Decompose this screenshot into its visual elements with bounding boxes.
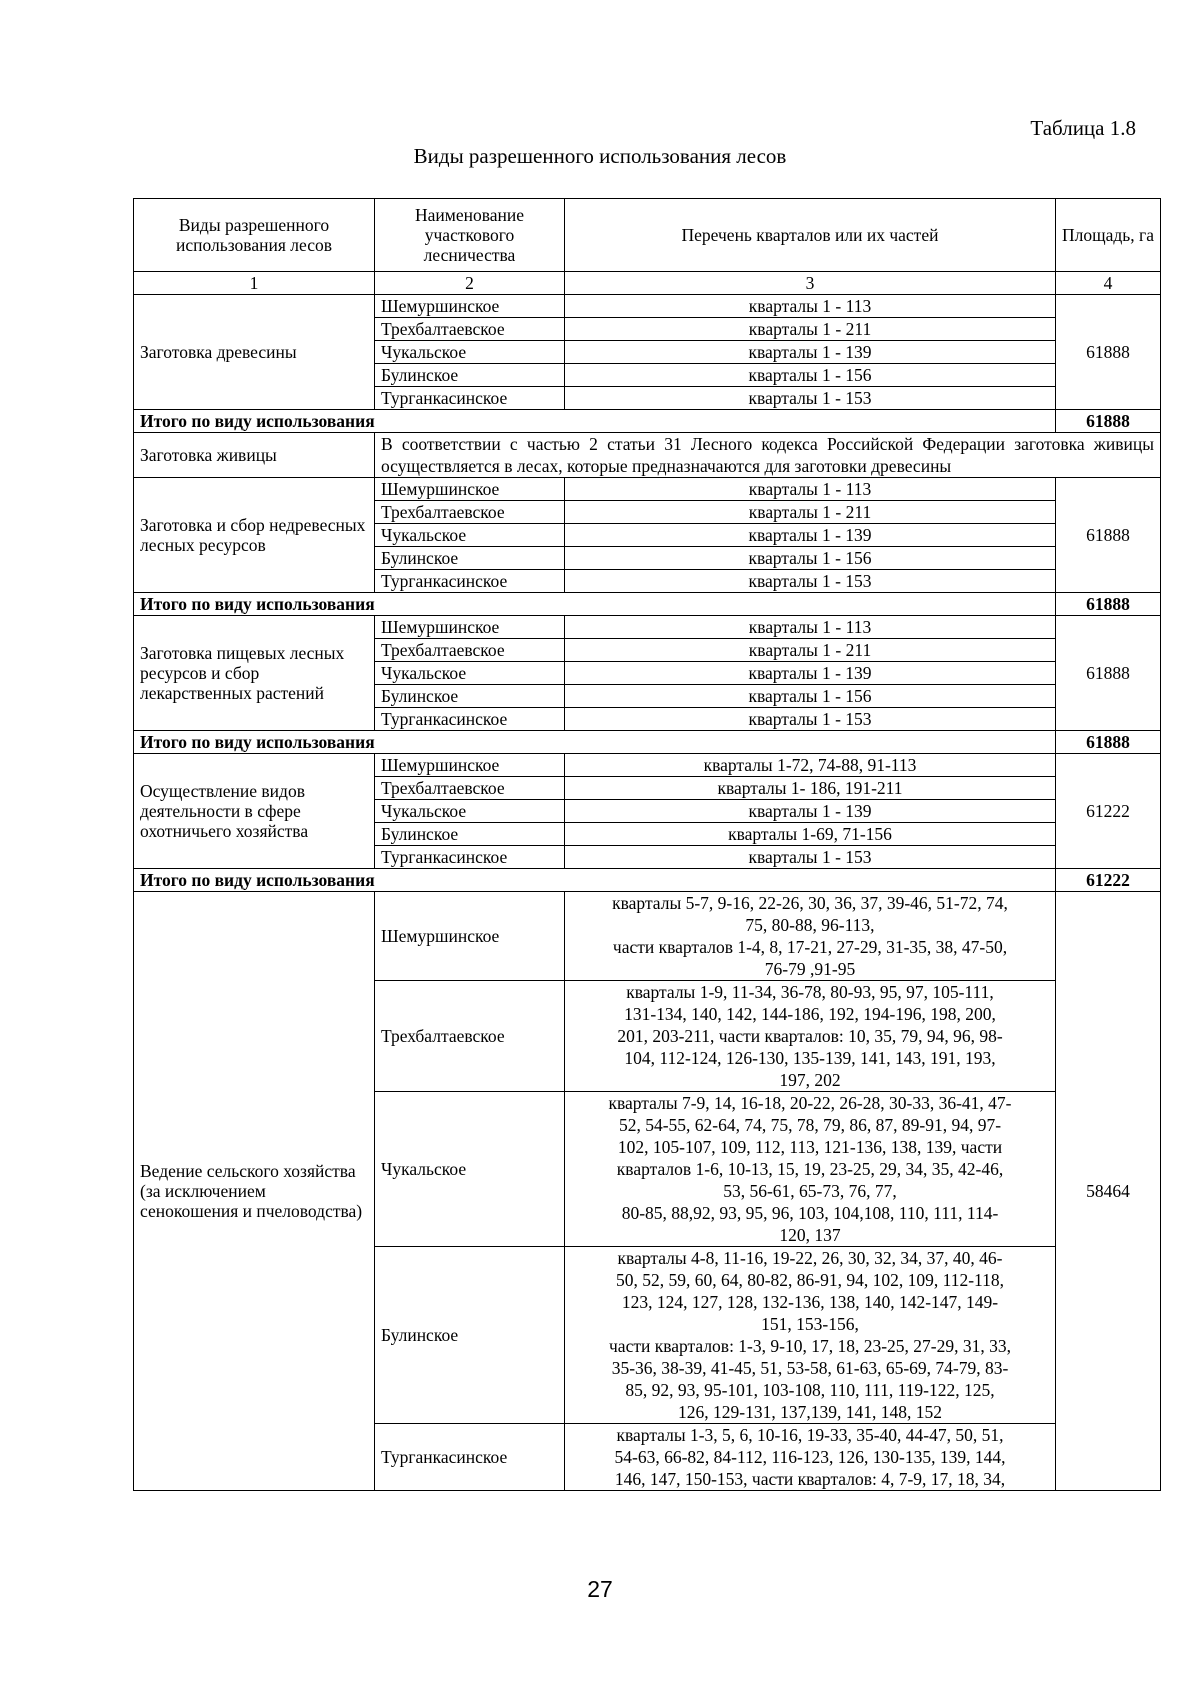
quarters-cell: кварталы 1 - 153: [565, 708, 1056, 731]
quarters-cell: кварталы 1 - 113: [565, 295, 1056, 318]
quarters-line: кварталы 1-3, 5, 6, 10-16, 19-33, 35-40, 44-47, 50, 51,: [616, 1425, 1004, 1445]
quarters-line: 52, 54-55, 62-64, 74, 75, 78, 79, 86, 87, 89-91, 94, 97-: [618, 1115, 1002, 1135]
forestry-cell: Чукальское: [375, 662, 565, 685]
forestry-cell: Чукальское: [375, 341, 565, 364]
quarters-line: 76-79 ,91-95: [764, 959, 856, 979]
quarters-cell: кварталы 1 - 153: [565, 846, 1056, 869]
use-row: [134, 433, 1161, 478]
forestry-cell: Трехбалтаевское: [375, 501, 565, 524]
forest-use-table: [133, 198, 1161, 1491]
column-numbers-row: [134, 272, 1161, 295]
quarters-line: 85, 92, 93, 95-101, 103-108, 110, 111, 119-122, 125,: [625, 1380, 995, 1400]
quarters-cell: [565, 892, 1056, 981]
header-forestry: Наименование участкового лесничества: [375, 199, 565, 272]
column-number: 3: [565, 272, 1056, 295]
forestry-cell: Турганкасинское: [375, 387, 565, 410]
total-value: 61888: [1056, 593, 1161, 616]
quarters-line: 123, 124, 127, 128, 132-136, 138, 140, 142-147, 149-: [621, 1292, 999, 1312]
quarters-cell: кварталы 1 - 156: [565, 685, 1056, 708]
use-type-cell: Ведение сельского хозяйства (за исключением сенокошения и пчеловодства): [134, 892, 375, 1491]
use-note-cell: В соответствии с частью 2 статьи 31 Лесного кодекса Российской Федерации заготовка живицы осуществляется в лесах, которые предназначаются для заготовки древесины: [375, 433, 1161, 478]
quarters-cell: [565, 981, 1056, 1092]
total-label: Итого по виду использования: [134, 593, 1056, 616]
quarters-cell: кварталы 1 - 139: [565, 662, 1056, 685]
quarters-line: 146, 147, 150-153, части кварталов: 4, 7-9, 17, 18, 34,: [614, 1469, 1006, 1489]
table-row: [134, 616, 1161, 639]
header-use-type: Виды разрешенного использования лесов: [134, 199, 375, 272]
quarters-line: 75, 80-88, 96-113,: [745, 915, 875, 935]
quarters-cell: кварталы 1 - 139: [565, 524, 1056, 547]
total-row: [134, 593, 1161, 616]
quarters-cell: кварталы 1- 186, 191-211: [565, 777, 1056, 800]
use-type-cell: Заготовка древесины: [134, 295, 375, 410]
forestry-cell: Шемуршинское: [375, 295, 565, 318]
quarters-line: 197, 202: [779, 1070, 841, 1090]
forestry-cell: Булинское: [375, 364, 565, 387]
quarters-line: 35-36, 38-39, 41-45, 51, 53-58, 61-63, 65-69, 74-79, 83-: [611, 1358, 1009, 1378]
quarters-line: 131-134, 140, 142, 144-186, 192, 194-196, 198, 200,: [624, 1004, 996, 1024]
quarters-line: 53, 56-61, 65-73, 76, 77,: [723, 1181, 897, 1201]
quarters-cell: [565, 1424, 1056, 1491]
quarters-cell: кварталы 1 - 211: [565, 318, 1056, 341]
forestry-cell: Шемуршинское: [375, 478, 565, 501]
column-number: 4: [1056, 272, 1161, 295]
forestry-cell: Булинское: [375, 547, 565, 570]
forestry-cell: Трехбалтаевское: [375, 981, 565, 1092]
quarters-cell: [565, 1247, 1056, 1424]
total-row: [134, 410, 1161, 433]
quarters-line: 80-85, 88,92, 93, 95, 96, 103, 104,108, 110, 111, 114-: [621, 1203, 999, 1223]
forestry-cell: Трехбалтаевское: [375, 639, 565, 662]
quarters-line: кварталы 7-9, 14, 16-18, 20-22, 26-28, 30-33, 36-41, 47-: [608, 1093, 1012, 1113]
header-row: [134, 199, 1161, 272]
table-row: [134, 754, 1161, 777]
header-quarters: Перечень кварталов или их частей: [565, 199, 1056, 272]
table-title: Виды разрешенного использования лесов: [413, 144, 787, 168]
forestry-cell: Турганкасинское: [375, 570, 565, 593]
forestry-cell: Чукальское: [375, 1092, 565, 1247]
quarters-line: 201, 203-211, части кварталов: 10, 35, 79, 94, 96, 98-: [617, 1026, 1003, 1046]
quarters-line: части кварталов 1-4, 8, 17-21, 27-29, 31-35, 38, 47-50,: [612, 937, 1008, 957]
quarters-line: 102, 105-107, 109, 112, 113, 121-136, 138, 139, части: [617, 1137, 1003, 1157]
total-value: 61888: [1056, 410, 1161, 433]
forestry-cell: Булинское: [375, 1247, 565, 1424]
quarters-cell: кварталы 1-72, 74-88, 91-113: [565, 754, 1056, 777]
total-label: Итого по виду использования: [134, 410, 1056, 433]
quarters-cell: кварталы 1-69, 71-156: [565, 823, 1056, 846]
quarters-line: 50, 52, 59, 60, 64, 80-82, 86-91, 94, 102, 109, 112-118,: [615, 1270, 1005, 1290]
forestry-cell: Чукальское: [375, 524, 565, 547]
total-row: [134, 731, 1161, 754]
area-cell: 58464: [1056, 892, 1161, 1491]
quarters-cell: кварталы 1 - 153: [565, 387, 1056, 410]
quarters-line: 126, 129-131, 137,139, 141, 148, 152: [678, 1402, 942, 1422]
column-number: 2: [375, 272, 565, 295]
quarters-cell: кварталы 1 - 113: [565, 616, 1056, 639]
total-label: Итого по виду использования: [134, 869, 1056, 892]
total-value: 61888: [1056, 731, 1161, 754]
forestry-cell: Булинское: [375, 823, 565, 846]
forestry-cell: Чукальское: [375, 800, 565, 823]
forestry-cell: Трехбалтаевское: [375, 777, 565, 800]
use-type-cell: Заготовка живицы: [134, 433, 375, 478]
table-row: [134, 892, 1161, 981]
quarters-cell: кварталы 1 - 139: [565, 341, 1056, 364]
quarters-cell: кварталы 1 - 113: [565, 478, 1056, 501]
quarters-cell: кварталы 1 - 153: [565, 570, 1056, 593]
total-value: 61222: [1056, 869, 1161, 892]
table-number: Таблица 1.8: [1030, 116, 1136, 140]
forestry-cell: Турганкасинское: [375, 708, 565, 731]
area-cell: 61222: [1056, 754, 1161, 869]
quarters-line: кварталы 4-8, 11-16, 19-22, 26, 30, 32, 34, 37, 40, 46-: [617, 1248, 1003, 1268]
quarters-cell: кварталы 1 - 139: [565, 800, 1056, 823]
area-cell: 61888: [1056, 295, 1161, 410]
forestry-cell: Трехбалтаевское: [375, 318, 565, 341]
quarters-line: кварталы 5-7, 9-16, 22-26, 30, 36, 37, 39-46, 51-72, 74,: [612, 893, 1008, 913]
table-row: [134, 478, 1161, 501]
quarters-line: кварталы 1-9, 11-34, 36-78, 80-93, 95, 97, 105-111,: [626, 982, 994, 1002]
forestry-cell: Шемуршинское: [375, 892, 565, 981]
area-cell: 61888: [1056, 478, 1161, 593]
forestry-cell: Турганкасинское: [375, 1424, 565, 1491]
quarters-line: 120, 137: [779, 1225, 841, 1245]
total-label: Итого по виду использования: [134, 731, 1056, 754]
quarters-cell: кварталы 1 - 156: [565, 364, 1056, 387]
column-number: 1: [134, 272, 375, 295]
quarters-line: 54-63, 66-82, 84-112, 116-123, 126, 130-135, 139, 144,: [614, 1447, 1006, 1467]
quarters-line: 151, 153-156,: [761, 1314, 859, 1334]
forestry-cell: Шемуршинское: [375, 616, 565, 639]
quarters-cell: кварталы 1 - 211: [565, 501, 1056, 524]
use-type-cell: Осуществление видов деятельности в сфере охотничьего хозяйства: [134, 754, 375, 869]
table-row: [134, 295, 1161, 318]
forestry-cell: Шемуршинское: [375, 754, 565, 777]
quarters-line: кварталов 1-6, 10-13, 15, 19, 23-25, 29, 34, 35, 42-46,: [616, 1159, 1004, 1179]
page-number: 27: [587, 1576, 613, 1602]
use-type-cell: Заготовка и сбор недревесных лесных ресурсов: [134, 478, 375, 593]
quarters-cell: кварталы 1 - 211: [565, 639, 1056, 662]
use-type-cell: Заготовка пищевых лесных ресурсов и сбор лекарственных растений: [134, 616, 375, 731]
header-area: Площадь, га: [1056, 199, 1161, 272]
area-cell: 61888: [1056, 616, 1161, 731]
total-row: [134, 869, 1161, 892]
forestry-cell: Булинское: [375, 685, 565, 708]
forestry-cell: Турганкасинское: [375, 846, 565, 869]
quarters-cell: кварталы 1 - 156: [565, 547, 1056, 570]
quarters-cell: [565, 1092, 1056, 1247]
quarters-line: части кварталов: 1-3, 9-10, 17, 18, 23-25, 27-29, 31, 33,: [609, 1336, 1011, 1356]
quarters-line: 104, 112-124, 126-130, 135-139, 141, 143, 191, 193,: [624, 1048, 996, 1068]
